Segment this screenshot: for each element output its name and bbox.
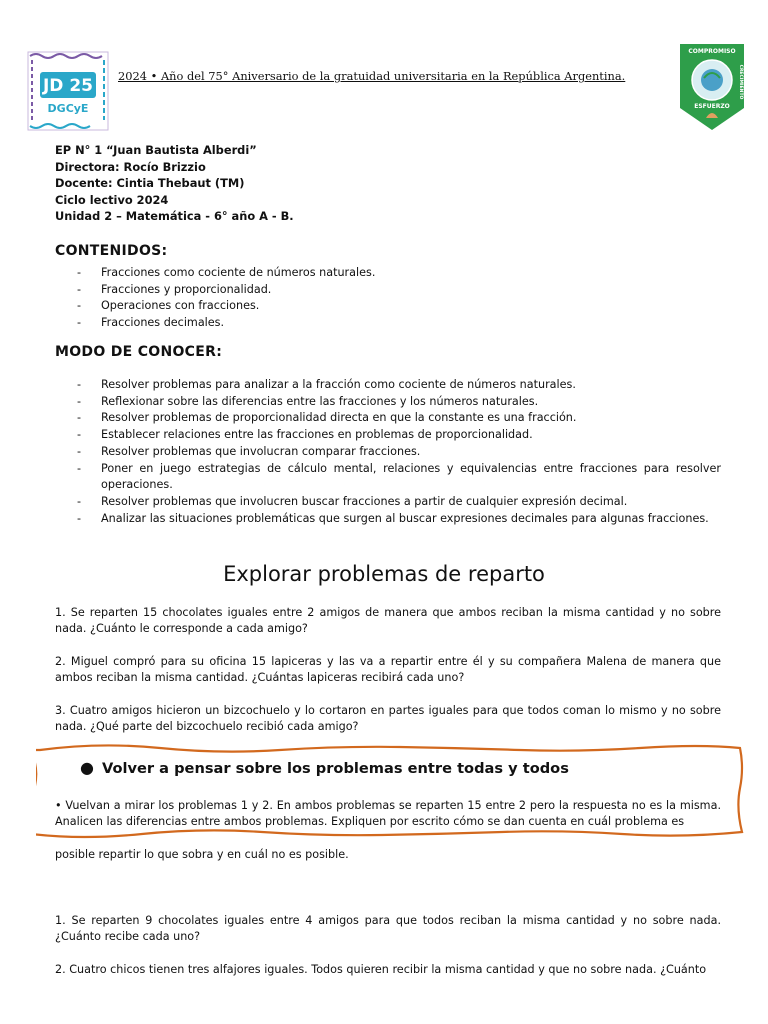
list-item: - Reflexionar sobre las diferencias entre las fracciones y los números naturales. <box>55 394 721 411</box>
school-shield-logo <box>678 42 746 132</box>
logo-right-word-1: COMPROMISO <box>688 48 736 55</box>
logo-left-text: JD 25 <box>42 76 94 96</box>
bullet-icon: ● <box>80 758 94 777</box>
contenidos-heading: CONTENIDOS: <box>55 243 168 259</box>
problem-3: 3. Cuatro amigos hicieron un bizcochuelo y lo cortaron en partes iguales para que todos coman lo mismo y no sobre nada. ¿Qué parte del bizcochuelo recibió cada amigo? <box>55 704 721 733</box>
list-item: - Resolver problemas que involucren buscar fracciones a partir de cualquier expresión decimal. <box>55 494 721 511</box>
problem-2-1: 1. Se reparten 9 chocolates iguales entre 4 amigos para que todos reciban la misma cantidad y no sobre nada. ¿Cuánto recibe cada uno? <box>55 914 721 943</box>
unit-title: Unidad 2 – Matemática - 6° año A - B. <box>55 209 294 223</box>
list-item: - Establecer relaciones entre las fracciones en problemas de proporcionalidad. <box>55 427 721 444</box>
box-heading-text: Volver a pensar sobre los problemas entre todas y todos <box>101 760 569 777</box>
box-text-continued: posible repartir lo que sobra y en cuál no es posible. <box>55 848 349 861</box>
list-item: - Fracciones como cociente de números naturales. <box>55 265 721 282</box>
logo-right-word-3: ESFUERZO <box>694 103 730 110</box>
jd25-logo <box>26 50 110 132</box>
problem-1: 1. Se reparten 15 chocolates iguales entre 2 amigos de manera que ambos reciban la misma cantidad y no sobre nada. ¿Cuánto le corresponde a cada amigo? <box>55 606 721 635</box>
school-name: EP N° 1 “Juan Bautista Alberdi” <box>55 143 257 157</box>
modo-heading: MODO DE CONOCER: <box>55 344 223 360</box>
list-item: - Fracciones y proporcionalidad. <box>55 282 721 299</box>
list-item: - Resolver problemas de proporcionalidad directa en que la constante es una fracción. <box>55 410 721 427</box>
director-name: Directora: Rocío Brizzio <box>55 159 206 174</box>
list-item: - Operaciones con fracciones. <box>55 298 721 315</box>
reflection-box-border <box>36 740 746 850</box>
problem-2: 2. Miguel compró para su oficina 15 lapiceras y las va a repartir entre él y su compañera Malena de manera que ambos reciban la misma cantidad. ¿Cuántas lapiceras recibirá cada uno? <box>55 655 721 684</box>
list-item: - Fracciones decimales. <box>55 315 721 332</box>
section-title: Explorar problemas de reparto <box>223 562 545 586</box>
logo-right-word-2: CRECIMIENTO <box>738 64 743 100</box>
box-heading <box>80 758 569 777</box>
banner-text: 2024 • Año del 75° Aniversario de la gratuidad universitaria en la República Argentina. <box>118 69 626 83</box>
modo-list <box>55 377 721 527</box>
problem-2-2: 2. Cuatro chicos tienen tres alfajores iguales. Todos quieren recibir la misma cantidad y que no sobre nada. ¿Cuánto <box>55 963 707 976</box>
teacher-name: Docente: Cintia Thebaut (TM) <box>55 176 245 190</box>
school-info <box>55 142 294 225</box>
contenidos-list <box>55 265 721 332</box>
list-item: - Resolver problemas para analizar a la fracción como cociente de números naturales. <box>55 377 721 394</box>
list-item: - Poner en juego estrategias de cálculo mental, relaciones y equivalencias entre fracciones para resolver operaciones. <box>55 461 721 494</box>
list-item: - Resolver problemas que involucran comparar fracciones. <box>55 444 721 461</box>
box-text: • Vuelvan a mirar los problemas 1 y 2. En ambos problemas se reparten 15 entre 2 pero la respuesta no es la misma. Analicen las diferencias entre ambos problemas. Expliquen por escrito cómo se dan cuenta en cuál problema es <box>55 799 721 828</box>
school-year: Ciclo lectivo 2024 <box>55 192 169 207</box>
logo-left-subtext: DGCyE <box>47 102 89 115</box>
list-item: - Analizar las situaciones problemáticas que surgen al buscar expresiones decimales para algunas fracciones. <box>55 511 721 528</box>
